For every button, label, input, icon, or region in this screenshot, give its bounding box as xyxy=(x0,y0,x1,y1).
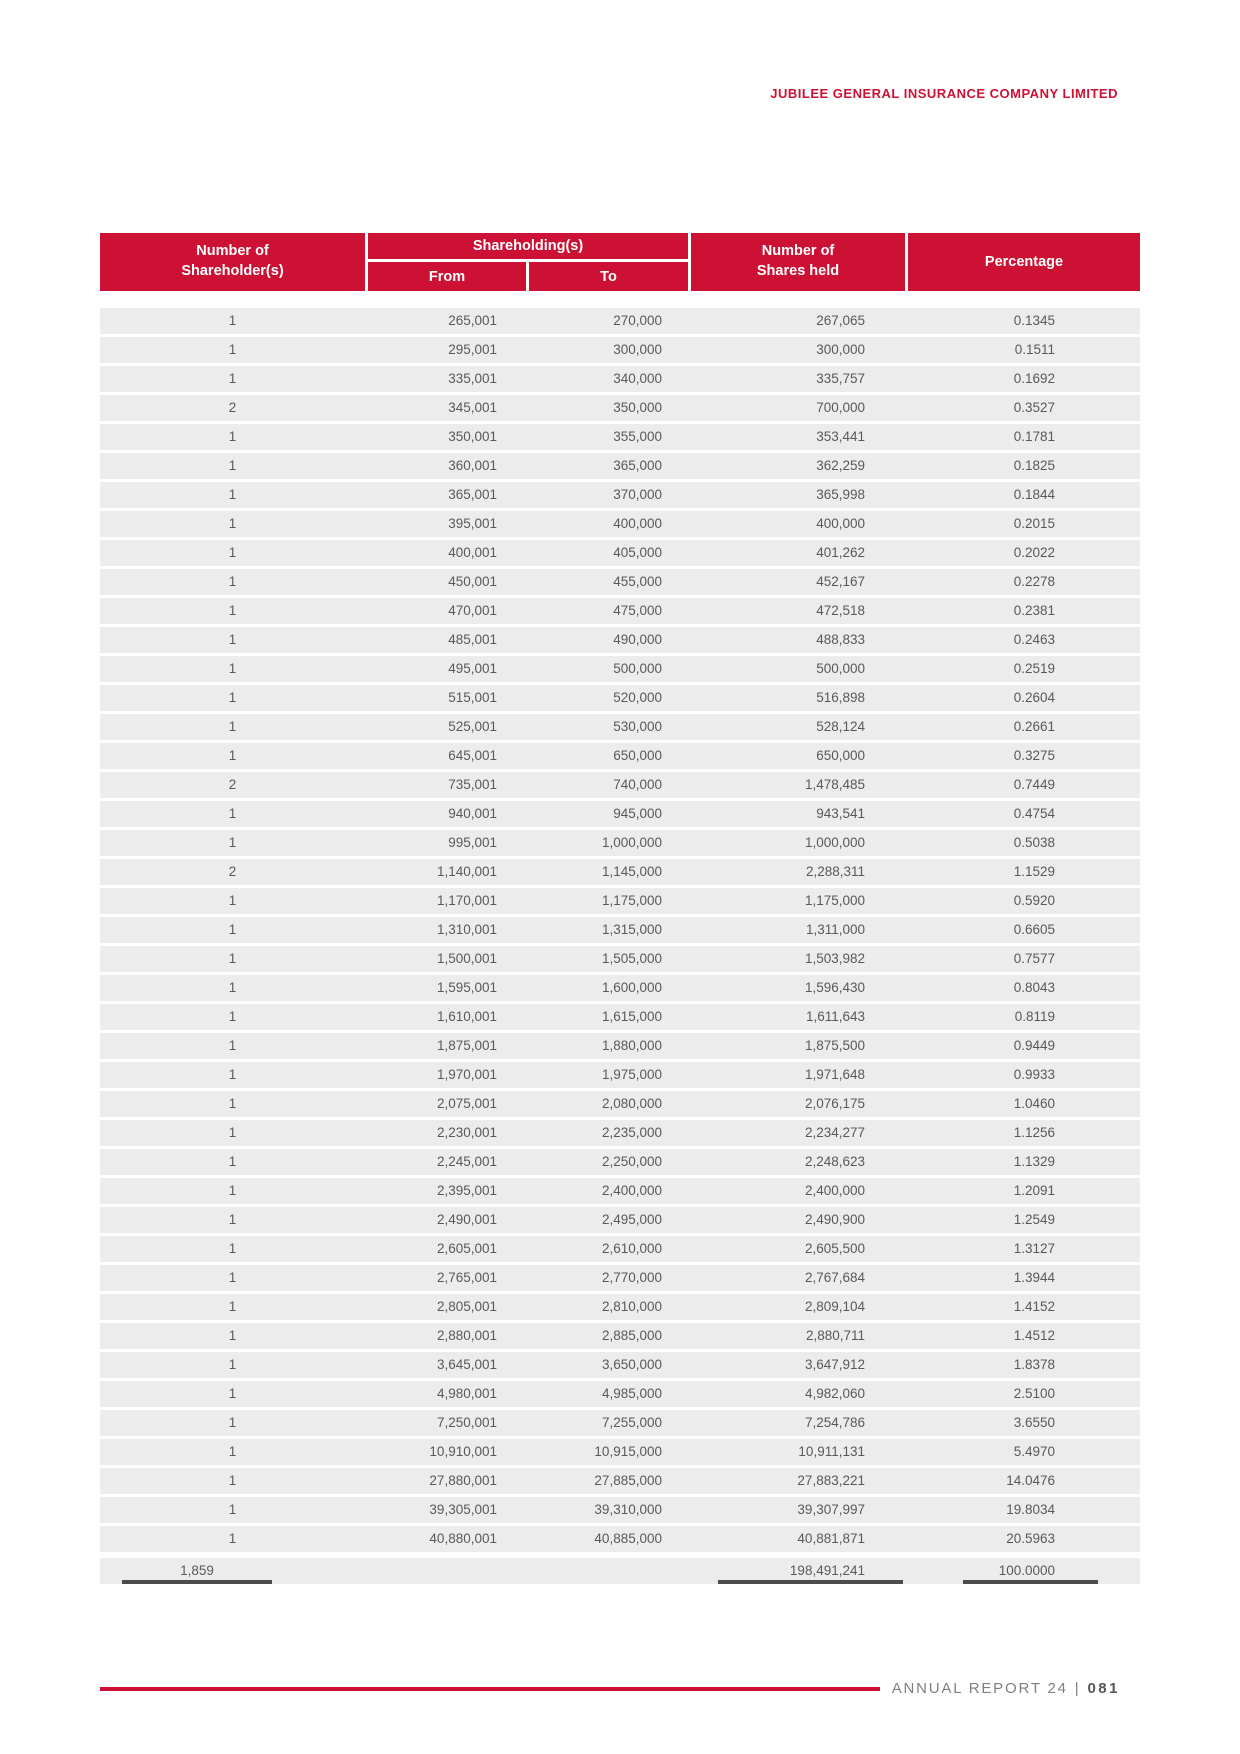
total-percentage-cell xyxy=(905,1558,1140,1584)
cell-number-of-shareholders: 1 xyxy=(228,1270,237,1285)
cell-shares-held: 2,767,684 xyxy=(804,1270,865,1285)
cell-from: 345,001 xyxy=(448,400,497,415)
cell-to: 2,250,000 xyxy=(601,1154,662,1169)
cell-number-of-shareholders: 1 xyxy=(228,1531,237,1546)
cell-to: 520,000 xyxy=(613,690,662,705)
table-row xyxy=(100,917,1140,943)
cell-to: 1,000,000 xyxy=(601,835,662,850)
cell-number-of-shareholders: 1 xyxy=(228,1125,237,1140)
footer-text xyxy=(892,1680,1120,1697)
cell-from: 7,250,001 xyxy=(436,1415,497,1430)
cell-percentage: 0.3527 xyxy=(1013,400,1055,415)
table-row xyxy=(100,366,1140,392)
cell-shares-held: 472,518 xyxy=(816,603,865,618)
table-row xyxy=(100,656,1140,682)
table-row xyxy=(100,482,1140,508)
cell-number-of-shareholders: 1 xyxy=(228,1154,237,1169)
cell-from: 10,910,001 xyxy=(429,1444,497,1459)
cell-percentage: 1.0460 xyxy=(1013,1096,1055,1111)
cell-shares-held: 335,757 xyxy=(816,371,865,386)
cell-from: 485,001 xyxy=(448,632,497,647)
cell-percentage: 0.1345 xyxy=(1013,313,1055,328)
cell-from: 735,001 xyxy=(448,777,497,792)
cell-percentage: 0.2463 xyxy=(1013,632,1055,647)
cell-shares-held: 2,880,711 xyxy=(805,1328,865,1343)
cell-to: 1,145,000 xyxy=(601,864,662,879)
cell-number-of-shareholders: 1 xyxy=(228,1212,237,1227)
table-body xyxy=(100,308,1140,1552)
cell-shares-held: 488,833 xyxy=(816,632,865,647)
cell-percentage: 0.1844 xyxy=(1013,487,1055,502)
page-footer xyxy=(100,1680,1120,1697)
cell-from: 40,880,001 xyxy=(429,1531,497,1546)
header-shareholdings: Shareholding(s) xyxy=(368,233,688,262)
cell-number-of-shareholders: 1 xyxy=(228,922,237,937)
cell-from: 495,001 xyxy=(448,661,497,676)
cell-percentage: 0.5920 xyxy=(1013,893,1055,908)
cell-to: 740,000 xyxy=(613,777,662,792)
cell-number-of-shareholders: 1 xyxy=(228,1038,237,1053)
cell-number-of-shareholders: 1 xyxy=(228,516,237,531)
table-row xyxy=(100,685,1140,711)
cell-shares-held: 1,478,485 xyxy=(804,777,865,792)
table-row xyxy=(100,1207,1140,1233)
cell-to: 945,000 xyxy=(613,806,662,821)
cell-to: 40,885,000 xyxy=(594,1531,662,1546)
cell-shares-held: 39,307,997 xyxy=(797,1502,865,1517)
footer-report-label: ANNUAL REPORT 24 xyxy=(891,1680,1068,1697)
cell-to: 475,000 xyxy=(613,603,662,618)
cell-number-of-shareholders: 1 xyxy=(228,603,237,618)
cell-from: 1,170,001 xyxy=(436,893,497,908)
cell-number-of-shareholders: 1 xyxy=(228,1183,237,1198)
cell-to: 2,885,000 xyxy=(601,1328,662,1343)
cell-shares-held: 528,124 xyxy=(816,719,865,734)
cell-number-of-shareholders: 1 xyxy=(228,661,237,676)
cell-from: 645,001 xyxy=(448,748,497,763)
cell-number-of-shareholders: 1 xyxy=(228,893,237,908)
header-number-of-shares-held xyxy=(688,233,905,291)
cell-number-of-shareholders: 1 xyxy=(228,545,237,560)
header-number-of-shareholders-line1: Number of xyxy=(196,243,269,260)
cell-shares-held: 2,288,311 xyxy=(805,864,865,879)
cell-number-of-shareholders: 1 xyxy=(228,1009,237,1024)
cell-percentage: 0.4754 xyxy=(1013,806,1055,821)
cell-from: 450,001 xyxy=(448,574,497,589)
header-number-of-shares-held-line1: Number of xyxy=(761,243,835,260)
cell-number-of-shareholders: 1 xyxy=(228,1096,237,1111)
table-row xyxy=(100,1091,1140,1117)
cell-percentage: 0.8043 xyxy=(1013,980,1055,995)
cell-from: 360,001 xyxy=(448,458,497,473)
cell-percentage: 5.4970 xyxy=(1013,1444,1055,1459)
table-row xyxy=(100,308,1140,334)
cell-number-of-shareholders: 1 xyxy=(228,748,237,763)
cell-shares-held: 943,541 xyxy=(816,806,865,821)
cell-to: 7,255,000 xyxy=(601,1415,662,1430)
cell-to: 355,000 xyxy=(613,429,662,444)
cell-percentage: 0.9933 xyxy=(1013,1067,1055,1082)
cell-shares-held: 516,898 xyxy=(816,690,865,705)
table-total-row xyxy=(100,1558,1140,1584)
cell-number-of-shareholders: 1 xyxy=(228,1357,237,1372)
cell-number-of-shareholders: 1 xyxy=(228,574,237,589)
table-row xyxy=(100,743,1140,769)
cell-from: 27,880,001 xyxy=(429,1473,497,1488)
total-from-cell-empty xyxy=(365,1558,523,1584)
cell-from: 1,140,001 xyxy=(436,864,497,879)
cell-shares-held: 27,883,221 xyxy=(797,1473,865,1488)
cell-number-of-shareholders: 1 xyxy=(228,1299,237,1314)
cell-to: 370,000 xyxy=(613,487,662,502)
cell-to: 350,000 xyxy=(613,400,662,415)
footer-page-number: 081 xyxy=(1087,1680,1120,1697)
cell-number-of-shareholders: 2 xyxy=(228,864,237,879)
cell-shares-held: 1,596,430 xyxy=(804,980,865,995)
cell-number-of-shareholders: 1 xyxy=(228,1241,237,1256)
cell-to: 2,235,000 xyxy=(601,1125,662,1140)
cell-to: 1,505,000 xyxy=(601,951,662,966)
table-row xyxy=(100,395,1140,421)
table-row xyxy=(100,1294,1140,1320)
cell-shares-held: 452,167 xyxy=(816,574,865,589)
cell-to: 2,080,000 xyxy=(601,1096,662,1111)
cell-number-of-shareholders: 1 xyxy=(228,719,237,734)
cell-to: 270,000 xyxy=(613,313,662,328)
cell-from: 365,001 xyxy=(448,487,497,502)
cell-shares-held: 40,881,871 xyxy=(797,1531,865,1546)
cell-percentage: 1.1256 xyxy=(1013,1125,1055,1140)
cell-to: 10,915,000 xyxy=(594,1444,662,1459)
cell-from: 1,310,001 xyxy=(436,922,497,937)
table-row xyxy=(100,1062,1140,1088)
cell-shares-held: 1,175,000 xyxy=(804,893,865,908)
cell-percentage: 1.4512 xyxy=(1013,1328,1055,1343)
header-to: To xyxy=(526,262,688,291)
cell-percentage: 0.6605 xyxy=(1013,922,1055,937)
cell-percentage: 0.2519 xyxy=(1013,661,1055,676)
cell-number-of-shareholders: 1 xyxy=(228,980,237,995)
cell-percentage: 0.9449 xyxy=(1013,1038,1055,1053)
cell-percentage: 0.2015 xyxy=(1013,516,1055,531)
table-row xyxy=(100,1439,1140,1465)
cell-number-of-shareholders: 2 xyxy=(228,400,237,415)
cell-from: 2,245,001 xyxy=(436,1154,497,1169)
cell-shares-held: 500,000 xyxy=(816,661,865,676)
table-row xyxy=(100,946,1140,972)
total-to-cell-empty xyxy=(523,1558,688,1584)
cell-from: 2,490,001 xyxy=(436,1212,497,1227)
cell-from: 2,075,001 xyxy=(436,1096,497,1111)
cell-percentage: 0.3275 xyxy=(1013,748,1055,763)
cell-number-of-shareholders: 1 xyxy=(228,1328,237,1343)
cell-from: 515,001 xyxy=(448,690,497,705)
total-shareholders-value: 1,859 xyxy=(122,1558,272,1584)
cell-shares-held: 2,248,623 xyxy=(804,1154,865,1169)
cell-to: 4,985,000 xyxy=(601,1386,662,1401)
total-shareholders-cell xyxy=(100,1558,365,1584)
cell-shares-held: 10,911,131 xyxy=(798,1444,865,1459)
cell-percentage: 1.3127 xyxy=(1013,1241,1055,1256)
cell-to: 650,000 xyxy=(613,748,662,763)
table-row xyxy=(100,1352,1140,1378)
cell-from: 940,001 xyxy=(448,806,497,821)
cell-to: 405,000 xyxy=(613,545,662,560)
cell-percentage: 0.7449 xyxy=(1013,777,1055,792)
cell-percentage: 0.2022 xyxy=(1013,545,1055,560)
cell-percentage: 0.2381 xyxy=(1013,603,1055,618)
cell-from: 1,500,001 xyxy=(436,951,497,966)
header-from-to-row xyxy=(368,262,688,291)
cell-to: 530,000 xyxy=(613,719,662,734)
shareholding-distribution-table xyxy=(100,233,1140,1584)
table-row xyxy=(100,830,1140,856)
cell-number-of-shareholders: 1 xyxy=(228,458,237,473)
cell-from: 470,001 xyxy=(448,603,497,618)
table-row xyxy=(100,801,1140,827)
cell-shares-held: 2,490,900 xyxy=(804,1212,865,1227)
cell-shares-held: 1,000,000 xyxy=(804,835,865,850)
cell-shares-held: 3,647,912 xyxy=(804,1357,865,1372)
table-row xyxy=(100,714,1140,740)
cell-from: 1,875,001 xyxy=(436,1038,497,1053)
cell-to: 2,495,000 xyxy=(601,1212,662,1227)
cell-number-of-shareholders: 1 xyxy=(228,313,237,328)
table-row xyxy=(100,1004,1140,1030)
table-row xyxy=(100,1265,1140,1291)
cell-shares-held: 1,611,643 xyxy=(805,1009,865,1024)
cell-number-of-shareholders: 1 xyxy=(228,371,237,386)
cell-from: 2,880,001 xyxy=(436,1328,497,1343)
table-row xyxy=(100,540,1140,566)
cell-number-of-shareholders: 1 xyxy=(228,342,237,357)
cell-shares-held: 2,400,000 xyxy=(804,1183,865,1198)
cell-shares-held: 300,000 xyxy=(816,342,865,357)
cell-number-of-shareholders: 2 xyxy=(228,777,237,792)
cell-shares-held: 2,234,277 xyxy=(804,1125,865,1140)
header-percentage: Percentage xyxy=(905,233,1140,291)
table-row xyxy=(100,1323,1140,1349)
cell-percentage: 0.1511 xyxy=(1014,342,1055,357)
cell-from: 2,765,001 xyxy=(436,1270,497,1285)
cell-shares-held: 700,000 xyxy=(816,400,865,415)
table-row xyxy=(100,772,1140,798)
cell-shares-held: 650,000 xyxy=(816,748,865,763)
cell-shares-held: 400,000 xyxy=(816,516,865,531)
cell-to: 1,600,000 xyxy=(601,980,662,995)
total-percentage-value: 100.0000 xyxy=(963,1558,1098,1584)
cell-number-of-shareholders: 1 xyxy=(228,835,237,850)
table-row xyxy=(100,424,1140,450)
cell-from: 1,610,001 xyxy=(436,1009,497,1024)
cell-percentage: 0.5038 xyxy=(1013,835,1055,850)
cell-from: 39,305,001 xyxy=(429,1502,497,1517)
cell-number-of-shareholders: 1 xyxy=(228,1444,237,1459)
cell-number-of-shareholders: 1 xyxy=(228,1502,237,1517)
total-shares-value: 198,491,241 xyxy=(718,1558,903,1584)
company-name-header: JUBILEE GENERAL INSURANCE COMPANY LIMITED xyxy=(770,86,1118,101)
cell-to: 27,885,000 xyxy=(594,1473,662,1488)
cell-from: 995,001 xyxy=(448,835,497,850)
cell-to: 400,000 xyxy=(613,516,662,531)
table-row xyxy=(100,453,1140,479)
table-row xyxy=(100,627,1140,653)
cell-percentage: 0.2604 xyxy=(1013,690,1055,705)
cell-percentage: 0.1781 xyxy=(1013,429,1055,444)
table-row xyxy=(100,1120,1140,1146)
cell-shares-held: 353,441 xyxy=(816,429,865,444)
cell-from: 525,001 xyxy=(448,719,497,734)
header-number-of-shares-held-line2: Shares held xyxy=(756,263,840,279)
cell-percentage: 0.1825 xyxy=(1013,458,1055,473)
total-shares-cell xyxy=(688,1558,905,1584)
cell-percentage: 1.2549 xyxy=(1013,1212,1055,1227)
cell-percentage: 1.1329 xyxy=(1013,1154,1055,1169)
table-row xyxy=(100,1178,1140,1204)
cell-number-of-shareholders: 1 xyxy=(228,951,237,966)
cell-percentage: 19.8034 xyxy=(1006,1502,1055,1517)
cell-from: 395,001 xyxy=(448,516,497,531)
cell-to: 39,310,000 xyxy=(594,1502,662,1517)
table-row xyxy=(100,975,1140,1001)
cell-percentage: 14.0476 xyxy=(1006,1473,1055,1488)
table-row xyxy=(100,569,1140,595)
cell-from: 295,001 xyxy=(448,342,497,357)
table-row xyxy=(100,598,1140,624)
cell-percentage: 1.2091 xyxy=(1013,1183,1055,1198)
table-row xyxy=(100,859,1140,885)
cell-number-of-shareholders: 1 xyxy=(228,1473,237,1488)
cell-from: 2,605,001 xyxy=(436,1241,497,1256)
cell-percentage: 1.4152 xyxy=(1013,1299,1055,1314)
cell-from: 1,970,001 xyxy=(436,1067,497,1082)
table-row xyxy=(100,337,1140,363)
cell-from: 400,001 xyxy=(448,545,497,560)
cell-shares-held: 2,076,175 xyxy=(804,1096,865,1111)
cell-percentage: 0.7577 xyxy=(1013,951,1055,966)
cell-from: 2,805,001 xyxy=(436,1299,497,1314)
cell-to: 2,400,000 xyxy=(601,1183,662,1198)
cell-percentage: 3.6550 xyxy=(1013,1415,1055,1430)
cell-from: 350,001 xyxy=(448,429,497,444)
cell-to: 490,000 xyxy=(613,632,662,647)
cell-number-of-shareholders: 1 xyxy=(228,632,237,647)
cell-percentage: 0.2278 xyxy=(1013,574,1055,589)
cell-from: 265,001 xyxy=(448,313,497,328)
table-row xyxy=(100,1497,1140,1523)
header-number-of-shareholders-line2: Shareholder(s) xyxy=(181,263,284,279)
cell-shares-held: 2,605,500 xyxy=(804,1241,865,1256)
header-from: From xyxy=(368,262,526,291)
cell-to: 1,880,000 xyxy=(601,1038,662,1053)
cell-from: 4,980,001 xyxy=(436,1386,497,1401)
cell-percentage: 20.5963 xyxy=(1006,1531,1055,1546)
cell-to: 300,000 xyxy=(613,342,662,357)
cell-number-of-shareholders: 1 xyxy=(228,806,237,821)
cell-from: 3,645,001 xyxy=(436,1357,497,1372)
table-row xyxy=(100,1410,1140,1436)
table-header xyxy=(100,233,1140,291)
table-row xyxy=(100,1149,1140,1175)
cell-to: 1,615,000 xyxy=(601,1009,662,1024)
cell-percentage: 2.5100 xyxy=(1013,1386,1055,1401)
cell-number-of-shareholders: 1 xyxy=(228,1067,237,1082)
cell-from: 2,395,001 xyxy=(436,1183,497,1198)
cell-number-of-shareholders: 1 xyxy=(228,487,237,502)
cell-shares-held: 1,875,500 xyxy=(804,1038,865,1053)
table-row xyxy=(100,1381,1140,1407)
table-row xyxy=(100,1236,1140,1262)
cell-number-of-shareholders: 1 xyxy=(228,690,237,705)
cell-percentage: 1.8378 xyxy=(1013,1357,1055,1372)
cell-shares-held: 401,262 xyxy=(816,545,865,560)
header-shareholding-group xyxy=(365,233,688,291)
cell-shares-held: 1,971,648 xyxy=(804,1067,865,1082)
cell-number-of-shareholders: 1 xyxy=(228,429,237,444)
cell-to: 3,650,000 xyxy=(601,1357,662,1372)
cell-to: 340,000 xyxy=(613,371,662,386)
cell-to: 2,810,000 xyxy=(601,1299,662,1314)
table-row xyxy=(100,888,1140,914)
cell-shares-held: 365,998 xyxy=(816,487,865,502)
table-row xyxy=(100,1526,1140,1552)
cell-percentage: 1.3944 xyxy=(1013,1270,1055,1285)
cell-from: 2,230,001 xyxy=(436,1125,497,1140)
cell-to: 365,000 xyxy=(613,458,662,473)
cell-to: 2,770,000 xyxy=(601,1270,662,1285)
cell-shares-held: 267,065 xyxy=(816,313,865,328)
cell-number-of-shareholders: 1 xyxy=(228,1415,237,1430)
cell-shares-held: 1,311,000 xyxy=(805,922,865,937)
cell-from: 335,001 xyxy=(448,371,497,386)
footer-separator: | xyxy=(1074,1680,1081,1697)
cell-shares-held: 362,259 xyxy=(816,458,865,473)
cell-percentage: 0.1692 xyxy=(1013,371,1055,386)
cell-number-of-shareholders: 1 xyxy=(228,1386,237,1401)
table-row xyxy=(100,511,1140,537)
cell-from: 1,595,001 xyxy=(436,980,497,995)
cell-shares-held: 7,254,786 xyxy=(804,1415,865,1430)
cell-to: 1,315,000 xyxy=(601,922,662,937)
cell-percentage: 0.8119 xyxy=(1014,1009,1055,1024)
cell-shares-held: 4,982,060 xyxy=(804,1386,865,1401)
cell-shares-held: 2,809,104 xyxy=(804,1299,865,1314)
cell-percentage: 0.2661 xyxy=(1013,719,1055,734)
table-row xyxy=(100,1033,1140,1059)
cell-to: 1,975,000 xyxy=(601,1067,662,1082)
cell-to: 500,000 xyxy=(613,661,662,676)
cell-to: 455,000 xyxy=(613,574,662,589)
table-row xyxy=(100,1468,1140,1494)
cell-shares-held: 1,503,982 xyxy=(804,951,865,966)
header-number-of-shareholders xyxy=(100,233,365,291)
cell-percentage: 1.1529 xyxy=(1013,864,1055,879)
cell-to: 1,175,000 xyxy=(601,893,662,908)
footer-rule xyxy=(100,1687,880,1691)
cell-to: 2,610,000 xyxy=(601,1241,662,1256)
